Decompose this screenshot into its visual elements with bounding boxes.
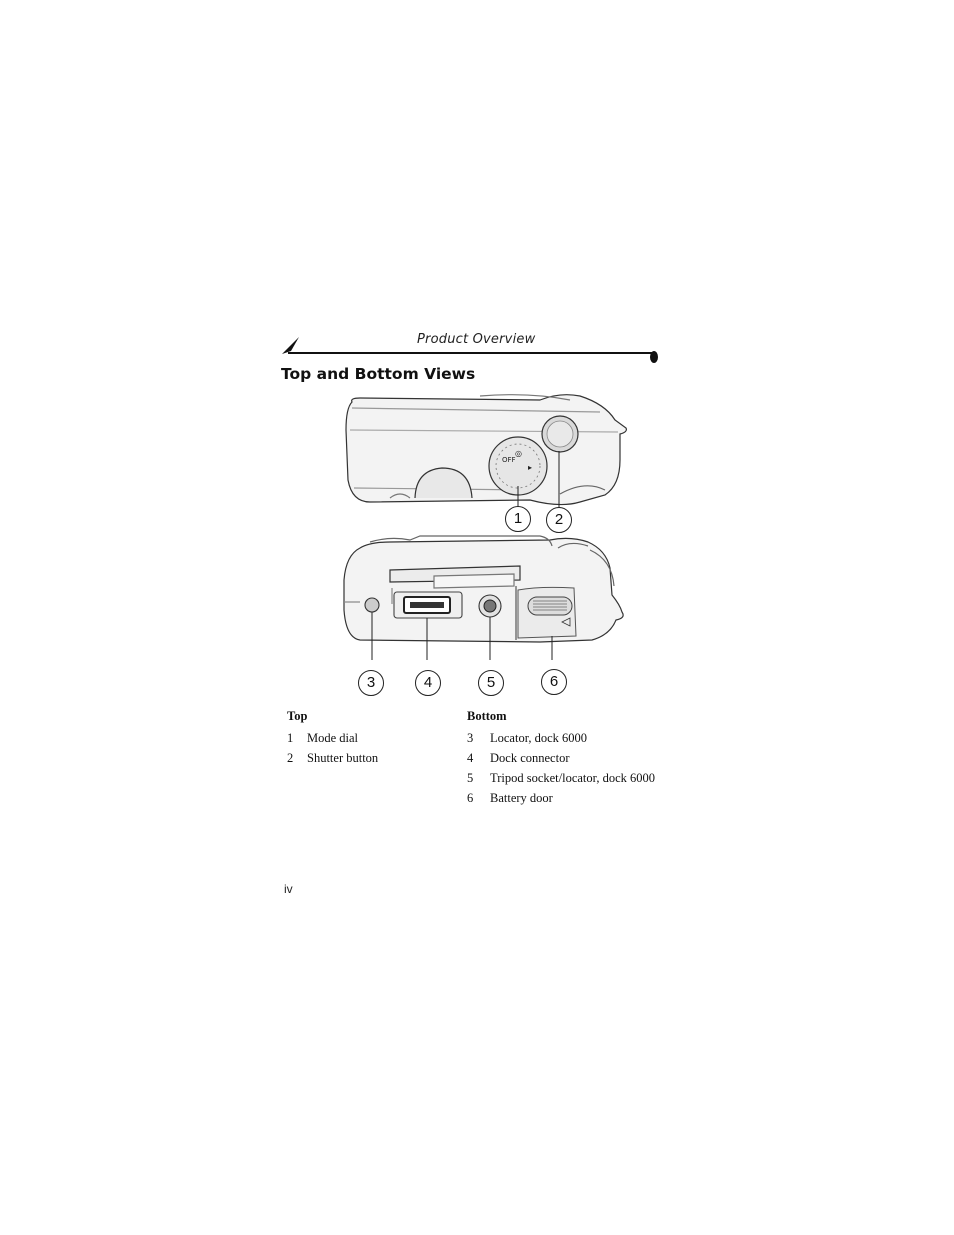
camera-top-view (346, 395, 626, 505)
item-number: 4 (467, 751, 474, 765)
item-label: Locator, dock 6000 (490, 731, 588, 745)
callout-6: 6 (541, 669, 567, 695)
callout-3: 3 (358, 670, 384, 696)
item-number: 3 (467, 731, 474, 745)
item-number: 5 (467, 771, 474, 785)
header-title: Product Overview (417, 332, 536, 347)
battery-door (518, 587, 576, 638)
legend-bottom (467, 709, 687, 811)
header-end-dot (650, 351, 658, 363)
svg-text:OFF: OFF (502, 456, 516, 464)
item-label: Battery door (490, 791, 553, 805)
locator-dock-hole (365, 598, 379, 612)
legend-top (287, 709, 447, 771)
item-number: 6 (467, 791, 474, 805)
legend-bottom-heading: Bottom (467, 709, 507, 723)
item-label: Mode dial (307, 731, 359, 745)
item-label: Tripod socket/locator, dock 6000 (490, 771, 655, 785)
shutter-button (542, 416, 578, 452)
svg-text:◎: ◎ (515, 449, 522, 458)
callout-1: 1 (505, 506, 531, 532)
list-item (467, 751, 687, 771)
tripod-socket (479, 595, 501, 617)
dock-connector (394, 592, 462, 618)
legend-top-heading: Top (287, 709, 308, 723)
header-swoosh-mark (282, 337, 299, 354)
section-title: Top and Bottom Views (281, 365, 476, 383)
list-item (467, 731, 687, 751)
list-item (287, 731, 447, 751)
item-number: 2 (287, 751, 294, 765)
list-item (467, 771, 687, 791)
callout-2: 2 (546, 507, 572, 533)
camera-figure (330, 390, 630, 660)
item-label: Dock connector (490, 751, 570, 765)
item-number: 1 (287, 731, 294, 745)
callout-5: 5 (478, 670, 504, 696)
callout-4: 4 (415, 670, 441, 696)
svg-text:▸: ▸ (528, 463, 533, 472)
list-item (287, 751, 447, 771)
list-item (467, 791, 687, 811)
page-number: iv (284, 882, 293, 896)
item-label: Shutter button (307, 751, 379, 765)
camera-bottom-view (344, 536, 623, 642)
